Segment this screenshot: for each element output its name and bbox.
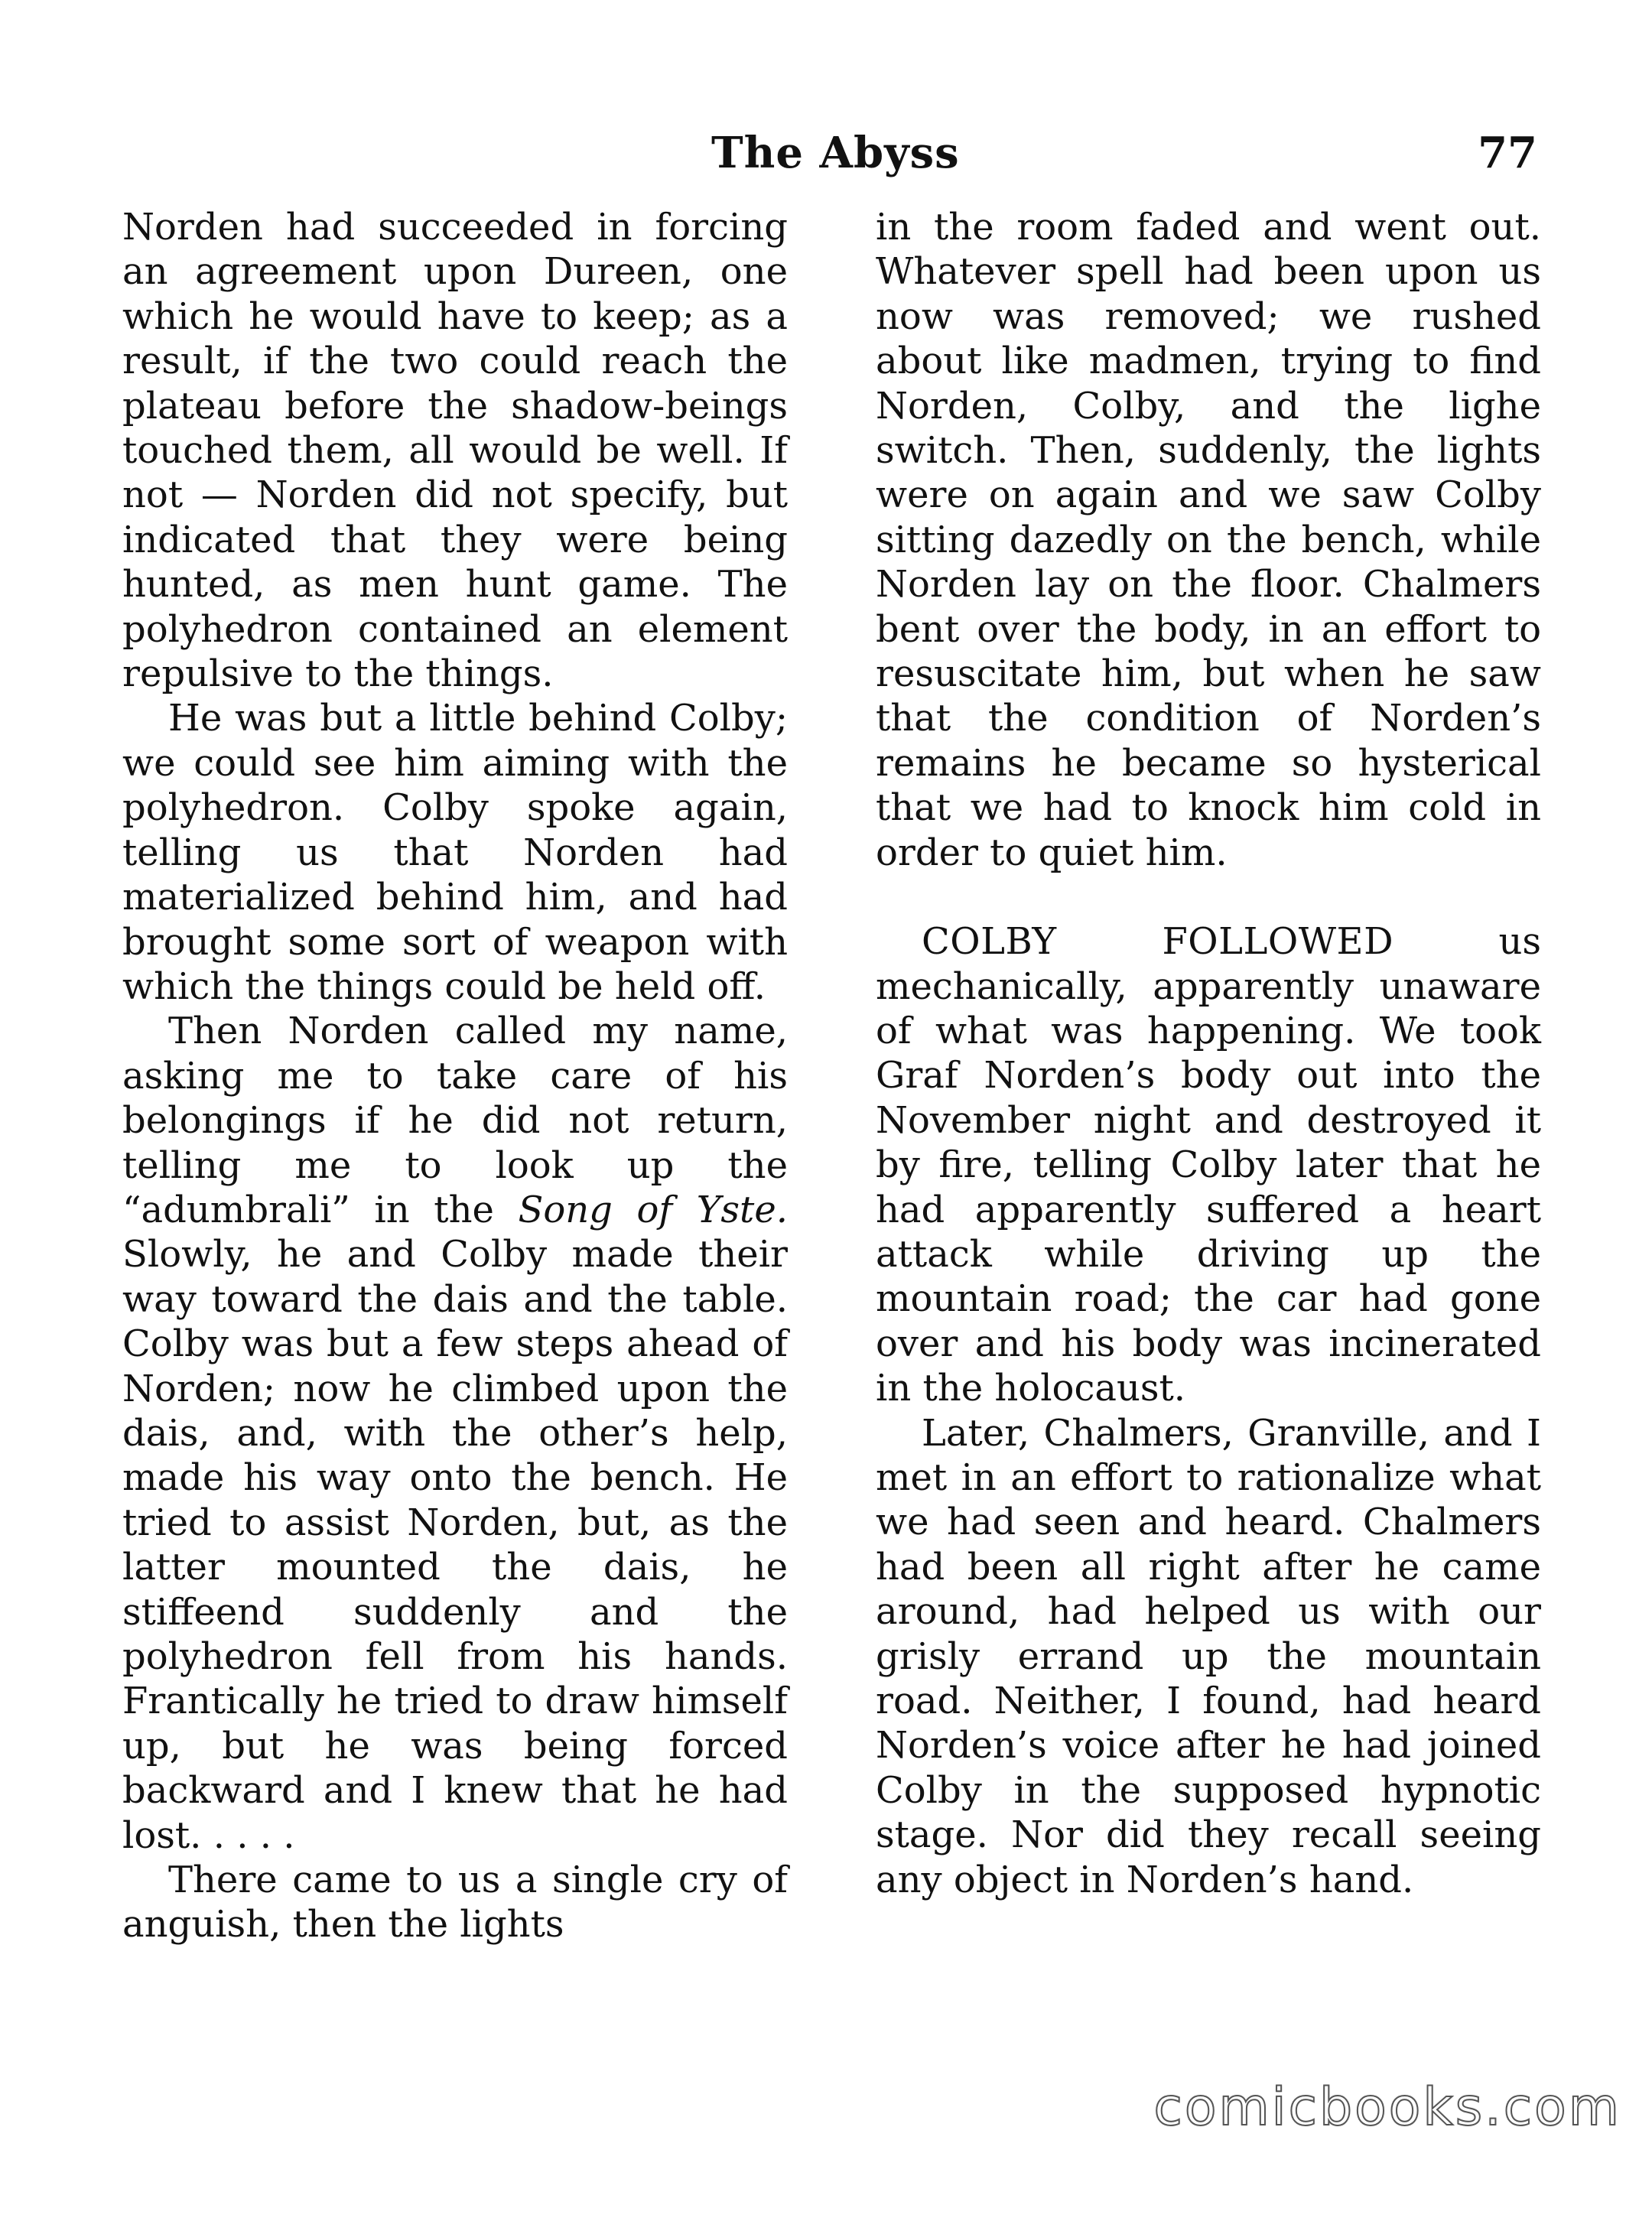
- site-watermark: comicbooks.com: [1153, 2077, 1621, 2138]
- paragraph-text: Slowly, he and Colby made their way toward the dais and the table. Colby was but a few steps ahead of Norden; now he climbed upon the dais, and, with the other’s help, made his way onto the bench. He tried to assist Norden, but, as the latter mounted the dais, he stiffeend suddenly and the polyhedron fell from his hands. Frantically he tried to draw himself up, but he was being forced backward and I knew that he had lost. . . . .: [122, 1233, 788, 1857]
- paragraph-text: us mechanically, apparently unaware of what was happening. We took Graf Norden’s body out into the November night and destroyed it by fire, telling Colby later that he had apparently suffered a heart attack while driving up the mountain road; the car had gone over and his body was incinerated in the holocaust.: [876, 920, 1541, 1410]
- left-column: [122, 205, 788, 1947]
- section-start-paragraph: [876, 919, 1541, 1410]
- paragraph: [122, 1009, 788, 1858]
- section-lead-in: COLBY FOLLOWED: [922, 920, 1394, 964]
- paragraph: in the room faded and went out. Whatever spell had been upon us now was removed; we rushed about like madmen, trying to find Norden, Colby, and the lighe switch. Then, suddenly, the lights were on again and we saw Colby sitting dazedly on the bench, while Norden lay on the floor. Chalmers bent over the body, in an effort to resuscitate him, but when he saw that the condition of Norden’s remains he became so hysterical that we had to knock him cold in order to quiet him.: [876, 206, 1541, 874]
- page-number: 77: [1478, 128, 1537, 178]
- running-head: [0, 122, 1652, 184]
- book-title: Song of Yste.: [518, 1188, 788, 1231]
- running-title: The Abyss: [711, 128, 960, 178]
- paragraph: Norden had succeeded in forcing an agreement upon Dureen, one which he would have to keep; as a result, if the two could reach the plateau before the shadow-beings touched them, all would be well. If not — Norden did not specify, but indicated that they were being hunted, as men hunt game. The polyhedron contained an element repulsive to the things.: [122, 206, 788, 696]
- right-column: [876, 205, 1541, 1902]
- paragraph: Later, Chalmers, Granville, and I met in an effort to rationalize what we had seen and heard. Chalmers had been all right after he came around, had helped us with our grisly errand up the mountain road. Neither, I found, had heard Norden’s voice after he had joined Colby in the supposed hypnotic stage. Nor did they recall seeing any object in Norden’s hand.: [876, 1411, 1541, 1901]
- paragraph: There came to us a single cry of anguish, then the lights: [122, 1859, 788, 1946]
- paragraph: He was but a little behind Colby; we could see him aiming with the polyhedron. Colby spoke again, telling us that Norden had materialized behind him, and had brought some sort of weapon with which the things could be held off.: [122, 697, 788, 1008]
- paragraph-text: Then Norden called my name, asking me to take care of his belongings if he did not return, telling me to look up the “adumbrali” in the: [122, 1010, 788, 1231]
